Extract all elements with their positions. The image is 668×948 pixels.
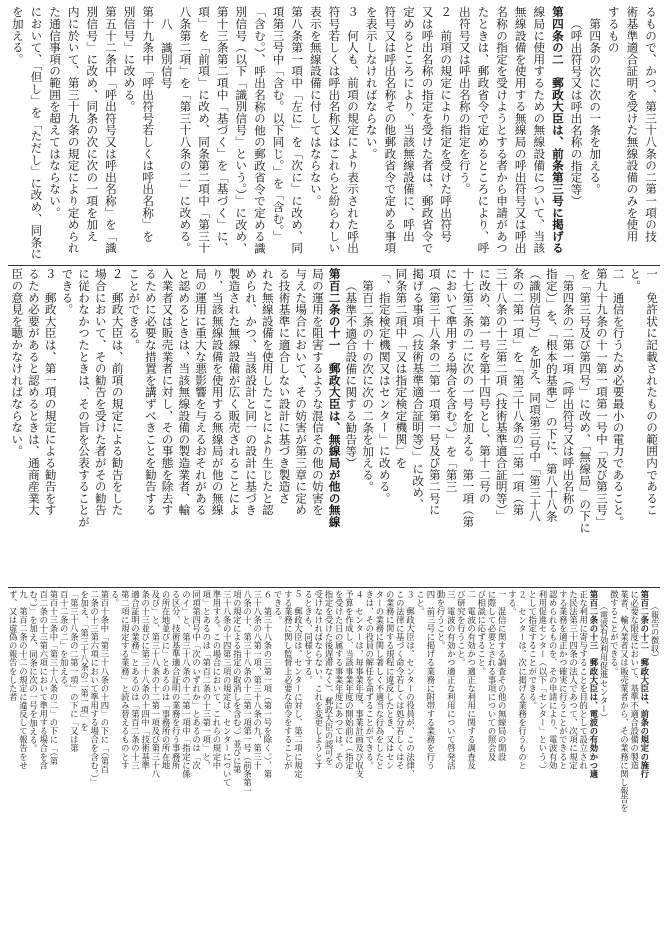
text-column-line: に必要な限度において、基準不適合設備の製造 [629, 590, 640, 770]
text-column-line: 動を行うこと。 [436, 590, 447, 650]
text-column-line: 「第三十八条の二第一項」の下に「又は第 [69, 590, 80, 753]
text-column-line: 三十八条の八第一項、第三十八条の九、第三十 [252, 590, 263, 770]
text-band-middle [8, 268, 660, 586]
text-column-line: る技術基準に適合しない設計に基づき製造さ [277, 268, 292, 504]
text-column-line: 指定）」を、「根本的基準）」の下に、第八十八条 [544, 268, 559, 522]
text-column-line: められ、かつ、当該設計と同一の設計に基づき [244, 268, 259, 516]
text-column-line: ６ 第三十八条の三第一項（第一号を除く。）、第 [262, 590, 273, 779]
text-column-line: において準用する場合を含む。）」を「第三 [444, 268, 459, 493]
article-heading-line: 第百二条の十二 郵政大臣は、前条の規定の施行 [639, 590, 650, 779]
text-column-line: ターの業務に関し著しく不適当な行為をしたと [374, 590, 385, 770]
text-column-line: む。）」を加え、同条に次の一号を加える。 [28, 590, 39, 753]
text-column-line: 二 電波の有効かつ適正な利用に関する調査及 [466, 590, 477, 770]
text-column-line: 別信号」に改める。 [122, 6, 137, 113]
text-column-line: 三 電波の有効かつ適正な利用について啓発活 [446, 590, 457, 770]
text-column-line: 利用促進センター（以下「センター」という。） [537, 590, 548, 774]
text-column-line: 第九十九条の十一第一項第一号中「及び第三号」 [594, 268, 609, 528]
text-column-line: 徴することができる。 [609, 590, 620, 676]
text-column-line: 八条第二項」を「第三十八条の二」に改める。 [178, 6, 193, 254]
text-column-line: （基準不適合設備に関する勧告等） [344, 280, 359, 469]
text-column-line: 第五十二条中「呼出符号又は呼出名称」を「識 [103, 6, 118, 254]
text-column-line: 「、指定検定機関又はセンター」に改める。 [377, 268, 392, 504]
text-column-line: 十七第三条の二に次の一号を加える。第一項（第 [461, 268, 476, 528]
text-column-line: 三十八条の十四第三項の規定は、センターについて [222, 590, 233, 787]
text-column-line: 第百二条の十の次に次の二条を加える。 [361, 280, 376, 493]
column-group-top [8, 6, 660, 264]
text-column-line: と。 [628, 268, 643, 292]
text-column-line: に際して必要とされる事項についての照会及 [487, 590, 497, 761]
text-column-line: 受けなければならない。これを変更しようとす [313, 590, 324, 770]
text-column-line: 術基準適合証明を受けた無線設備のみを使用 [625, 6, 640, 242]
text-column-line: 一 混信に関する調査その他の無線局の開設 [497, 590, 508, 761]
text-column-line: ２ 前項の規定により指定を受けた呼出符号 [439, 6, 454, 242]
text-column-line: できる。 [273, 590, 284, 625]
text-column-line: 第十九条中「呼出符号若しくは呼出名称」を [141, 6, 156, 242]
text-column-line: の所在地並びに」とあるのは「事務所の所在地 [161, 590, 171, 770]
text-column-line: たときは、郵政省令で定めるところにより、呼 [476, 6, 491, 254]
text-column-line: 場合において、その勧告を受けた者がその勧告 [93, 268, 108, 516]
text-column-line: する。 [507, 590, 518, 616]
text-column-line: を表示しなければならない。 [364, 6, 379, 160]
text-column-line: 三十八条の十三第二項（技術基準適合証明等）」 [494, 268, 509, 522]
text-column-line: ２ 郵政大臣は、前項の規定による勧告をした [110, 268, 125, 516]
text-column-line: 又は呼出名称の指定を受けた者は、郵政省令で [420, 6, 435, 254]
article-heading-line: 第百二条の十一 郵政大臣は、無線局が他の無線 [327, 268, 342, 528]
text-column-line: （電波有効利用促進センター） [599, 602, 610, 722]
text-column-line: この法律に基づく命令若しくは処分若しくはそ [395, 590, 406, 770]
text-band-top [8, 6, 660, 264]
text-column-line: 同条第二項中「又は指定検定機関」を [394, 268, 409, 469]
text-column-line: において、「但し」を「ただし」に改め、同条に [29, 6, 44, 260]
text-column-line: きは、その役員の解任を命ずることができる。 [364, 590, 375, 770]
text-column-line: 第百十条中「第三十八条の十四」の下に「（第百 [99, 590, 110, 774]
text-column-line: 条の二第一項」を「第三十八条の二第一項（第 [511, 268, 526, 516]
text-column-line: （識別信号）」を加え、同項第三号中「第三十八 [528, 268, 543, 522]
text-column-line: れた無線設備を使用したことにより生じたと認 [260, 268, 275, 516]
text-column-line: 九 第百二条の十二の規定に違反して報告をせ [18, 590, 29, 770]
text-column-line: 無線設備を使用する無線局の呼出符号又は呼出 [513, 6, 528, 254]
text-column-line: 二条の十三第六項において準用する場合を含む。）」 [89, 590, 100, 787]
text-column-line: 予算を作成し、当該事業年度の開始前に（指定 [344, 590, 355, 770]
text-column-line: （報告の徴収） [650, 602, 660, 662]
article-heading-line: 第四条の二 郵政大臣は、前条第三号に掲げる [550, 6, 565, 254]
text-column-line: 項」とあるのは「第百二条の十三第一項」と、 [201, 590, 212, 770]
text-column-line: 第四条の次に次の一条を加える。 [588, 18, 603, 195]
text-column-line: する業務に関し監督上必要な命令をすることが [283, 590, 294, 770]
text-column-line: び相談に応ずること。 [476, 590, 487, 676]
text-column-line: た民法第三十四条の法人であつて、次項に規定 [568, 590, 579, 770]
text-column-line: を受けた日の属する事業年度にあつては、その [334, 590, 345, 770]
section-divider [8, 265, 660, 266]
text-column-line: ３ 郵政大臣は、センターの役員が、この法律、 [405, 590, 416, 779]
text-column-line: るため必要があると認めるときは、通商産業大 [26, 268, 41, 516]
text-column-line: 二 通信を行うため必要最小の電力であること。 [611, 268, 626, 528]
text-column-line: 入業者又は販売業者に対し、その事態を除去す [160, 268, 175, 516]
text-column-line: ３ 郵政大臣は、第一項の規定による勧告をす [43, 268, 58, 516]
text-column-line: と認めるときは、当該無線設備の製造業者、輸 [177, 268, 192, 516]
text-column-line: 八条の十、第三十八条の十二第一項第一号（前条第一 [242, 590, 253, 796]
text-band-bottom [8, 590, 660, 942]
text-column-line: る。 [110, 590, 121, 608]
column-group-middle [8, 268, 660, 586]
text-column-line: ず、又は虚偽の報告をした者 [8, 590, 19, 702]
text-column-line: 与えた場合において、その妨害が第三章に定め [294, 268, 309, 516]
text-column-line: 定めるところにより、当該無線設備に、呼出 [401, 6, 416, 242]
text-column-line: こと。 [415, 590, 426, 616]
text-column-line: 条の十三並びに第三十八条の十四中「技術基準 [140, 590, 151, 770]
text-column-line: 項」を「前項」に改め、同条第二項中「第三十 [197, 6, 211, 254]
text-column-line: 局の運用に重大な悪影響を与えるおそれがある [194, 268, 209, 516]
text-column-line: 出符号又は呼出名称の指定を行う。 [457, 6, 472, 195]
text-column-line: ４ センターは、毎事業年度、事業計画及び収支 [354, 590, 365, 779]
text-column-line: ５ 郵政大臣は、センターに対し、第二項に規定 [293, 590, 304, 779]
text-column-line: のイ」と、第三十八条の十二第一項中「指定に係 [181, 590, 192, 779]
text-column-line: 「含む。）、呼出名称の他の郵政省令で定める識 [252, 6, 267, 254]
text-column-line: 項の規定による指定の取消しを含む。）並びに第 [232, 590, 243, 774]
text-column-line: （呼出符号又は呼出名称の指定等） [569, 18, 584, 207]
text-column-line: 同項第四号中「次のいずれか」とあるのは「次 [191, 590, 202, 770]
text-column-line: 内に於いて、第三十九条の規定により定められ [66, 6, 81, 254]
text-column-line: ３ 何人も、前項の規定により表示された呼出 [346, 6, 360, 254]
text-column-line: 掲げる事項（技術基準適合証明等）」に改め、 [411, 268, 426, 510]
text-column-line: 項第三号中「含む。以下同じ。」を「含む。」 [271, 6, 286, 243]
text-column-line: 四 前三号に掲げる業務に附帯する業務を行う [425, 590, 436, 770]
text-column-line: る区分、技術基準適合証明の業務を行う事務所 [171, 590, 182, 770]
text-column-line: を加え、「第三十八条の二第一項」を [79, 590, 90, 732]
text-column-line: 適合証明の業務」とあるのは「第百二条の十三 [130, 590, 141, 770]
text-column-line: できる。 [60, 268, 75, 316]
text-column-line: 線局に使用するための無線設備について、当該 [532, 6, 547, 254]
text-column-line: 別信号」に改め、同条の次に次の一項を加え [85, 6, 100, 242]
text-column-line: に改め、第一号を第十四号とし、第十二号の [477, 268, 492, 504]
text-column-line: 百二条の十三第六項において準用する場合を含 [38, 590, 49, 770]
text-column-line: 一 免許状に記載されたものの範囲内であるこ [645, 268, 659, 516]
text-column-line: を加える。 [10, 6, 25, 65]
text-column-line: 別信号（以下「識別信号」という。）」に改め、 [234, 6, 249, 254]
text-column-line: ２ センターは、次に掲げる業務を行うものと [517, 590, 528, 770]
text-column-line: を「第三号及び第四号」に改め、「無線局」の下に [578, 268, 593, 534]
text-column-line: 正な利用に寄与することを目的として設立され [578, 590, 589, 770]
text-column-line: するもの [606, 6, 621, 54]
text-column-line: に従わなかつたときは、その旨を公表することが [77, 268, 92, 528]
text-column-line: 臣の意見を聴かなければならない。 [10, 268, 25, 457]
text-column-line: 符号又は呼出名称その他郵政省令で定める事項 [383, 6, 398, 254]
text-column-line: 局の運用を阻害するような混信その他の妨害を [310, 268, 325, 516]
text-column-line: 業者、輸入業者又は販売業者から、その業務に関し報告を [619, 590, 630, 813]
text-column-line: 表示を無線設備に付してはならない。 [308, 6, 323, 207]
text-column-line: として指定することができる。 [527, 590, 538, 710]
article-heading-line: 第百二条の十三 郵政大臣は、電波の有効かつ適 [588, 590, 599, 779]
text-column-line: 準用する。この場合において、これらの規定中 [211, 590, 222, 770]
text-column-line: する業務を適正かつ確実に行うことができると [558, 590, 569, 770]
text-column-line: 第八条第一項中「左に」を「次に」に改め、同 [290, 6, 305, 254]
text-column-line: 百十二条の二」を加える。 [59, 590, 70, 693]
text-column-line: 認められるものを、その申請により、電波有効 [548, 590, 559, 770]
text-column-line: た通信事項の範囲を超えてはならない。 [48, 6, 62, 219]
text-column-line: 及び」と、第三十八条の十二第一項及び第三十八 [150, 590, 161, 779]
text-column-line: 符号若しくは呼出名称又はこれらと紛らわしい [327, 6, 342, 254]
text-column-line: 指定を受けた後遅滞なく）、郵政大臣の認可を [324, 590, 334, 766]
text-column-line: 「第四条の二第一項（呼出符号又は呼出名称の [561, 268, 576, 516]
text-column-line: の業務に関する規程に違反したとき、又はセン [385, 590, 396, 770]
text-column-line: 名称の指定を受けようとする者から申請があつ [495, 6, 509, 254]
text-column-line: 第二項に規定する業務」と読み替えるものとす [120, 590, 131, 770]
text-column-line: び研究を行うこと。 [456, 590, 467, 667]
text-column-line: り、当該無線設備を使用する無線局が他の無線 [210, 268, 225, 516]
text-column-line: 八 識別信号 [159, 18, 174, 89]
text-column-line: るために必要な措置を講ずべきことを勧告する [143, 268, 158, 516]
text-column-line: るときも、同様とする。 [303, 590, 314, 685]
text-column-line: 製造された無線設備が広く販売されることによ [227, 268, 242, 516]
column-group-bottom [8, 590, 660, 942]
section-divider [8, 587, 660, 588]
text-column-line: ことができる。 [127, 268, 142, 351]
text-column-line: 第百十三条中「第三十八条の二」の下に「（第 [48, 590, 59, 766]
text-column-line: 項（第三十八条の二第一項第一号及び第二号に [427, 268, 442, 516]
text-column-line: 第十三条第二項中「基づく」を「基づく」に、 [215, 6, 230, 254]
text-column-line: るもので、かつ、第三十八条の二第一項の技 [644, 6, 658, 242]
